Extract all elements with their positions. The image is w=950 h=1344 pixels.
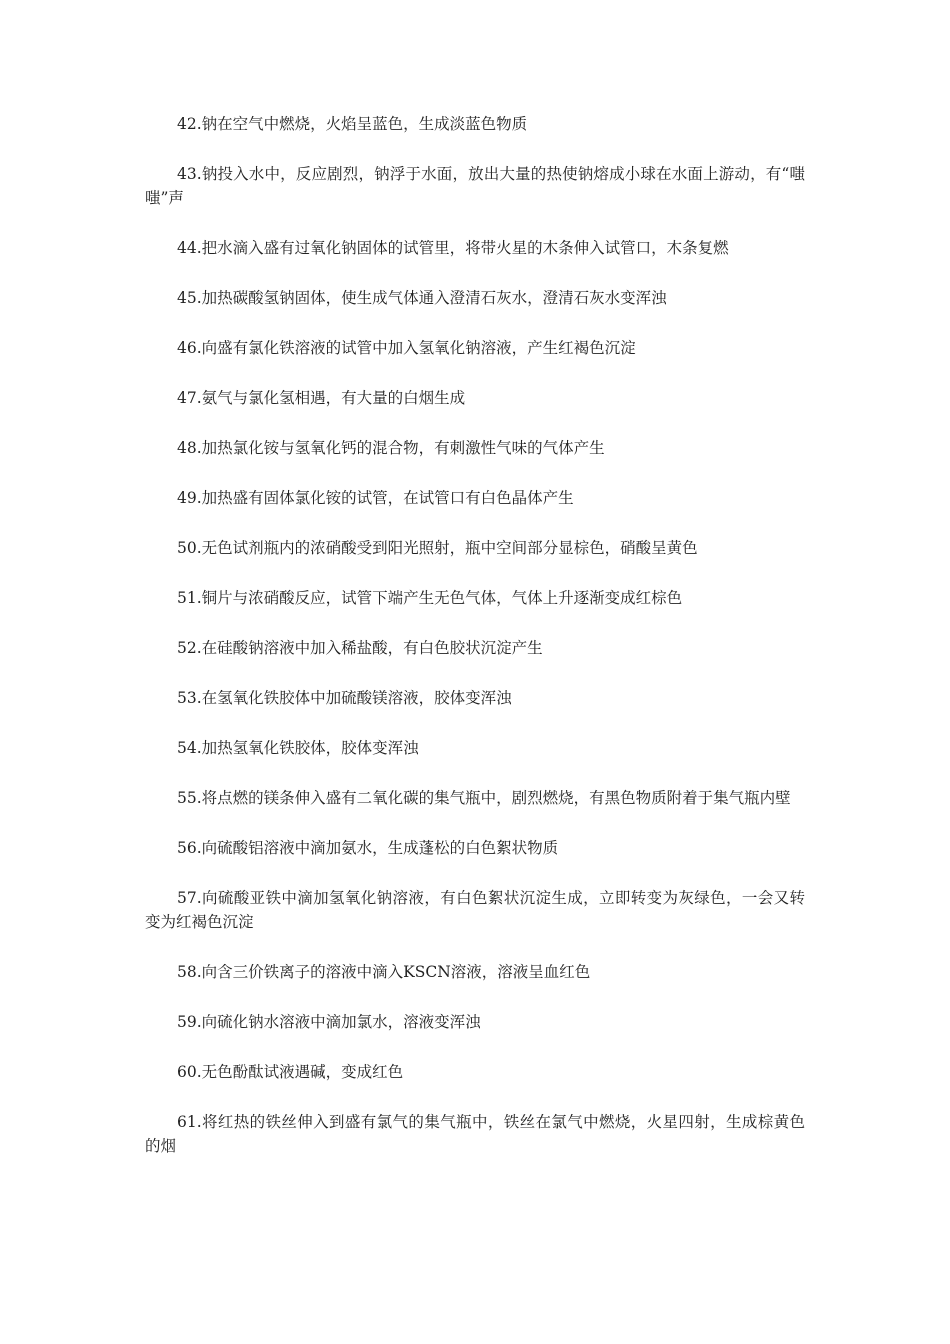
paragraph-61: 61.将红热的铁丝伸入到盛有氯气的集气瓶中，铁丝在氯气中燃烧，火星四射，生成棕黄色的烟: [145, 1113, 805, 1155]
paragraph-59: 59.向硫化钠水溶液中滴加氯水，溶液变浑浊: [177, 1013, 481, 1031]
paragraph-49: 49.加热盛有固体氯化铵的试管，在试管口有白色晶体产生: [177, 489, 574, 507]
document-body: [145, 112, 805, 1184]
paragraph-58: 58.向含三价铁离子的溶液中滴入KSCN溶液，溶液呈血红色: [177, 963, 591, 981]
paragraph-45: 45.加热碳酸氢钠固体，使生成气体通入澄清石灰水，澄清石灰水变浑浊: [177, 289, 667, 307]
paragraph-50: 50.无色试剂瓶内的浓硝酸受到阳光照射，瓶中空间部分显棕色，硝酸呈黄色: [177, 539, 698, 557]
paragraph-54: 54.加热氢氧化铁胶体，胶体变浑浊: [177, 739, 419, 757]
paragraph-48: 48.加热氯化铵与氢氧化钙的混合物，有刺激性气味的气体产生: [177, 439, 605, 457]
paragraph-42: 42.钠在空气中燃烧，火焰呈蓝色，生成淡蓝色物质: [177, 115, 528, 133]
paragraph-43: 43.钠投入水中，反应剧烈，钠浮于水面，放出大量的热使钠熔成小球在水面上游动，有“嗤嗤”声: [145, 165, 805, 207]
paragraph-53: 53.在氢氧化铁胶体中加硫酸镁溶液，胶体变浑浊: [177, 689, 512, 707]
paragraph-55: 55.将点燃的镁条伸入盛有二氧化碳的集气瓶中，剧烈燃烧，有黑色物质附着于集气瓶内壁: [177, 789, 791, 807]
paragraph-51: 51.铜片与浓硝酸反应，试管下端产生无色气体，气体上升逐渐变成红棕色: [177, 589, 683, 607]
paragraph-57: 57.向硫酸亚铁中滴加氢氧化钠溶液，有白色絮状沉淀生成，立即转变为灰绿色，一会又转变为红褐色沉淀: [145, 889, 805, 931]
paragraph-44: 44.把水滴入盛有过氧化钠固体的试管里，将带火星的木条伸入试管口，木条复燃: [177, 239, 729, 257]
paragraph-56: 56.向硫酸铝溶液中滴加氨水，生成蓬松的白色絮状物质: [177, 839, 559, 857]
paragraph-46: 46.向盛有氯化铁溶液的试管中加入氢氧化钠溶液，产生红褐色沉淀: [177, 339, 636, 357]
paragraph-60: 60.无色酚酞试液遇碱，变成红色: [177, 1063, 404, 1081]
paragraph-47: 47.氨气与氯化氢相遇，有大量的白烟生成: [177, 389, 466, 407]
paragraph-52: 52.在硅酸钠溶液中加入稀盐酸，有白色胶状沉淀产生: [177, 639, 543, 657]
